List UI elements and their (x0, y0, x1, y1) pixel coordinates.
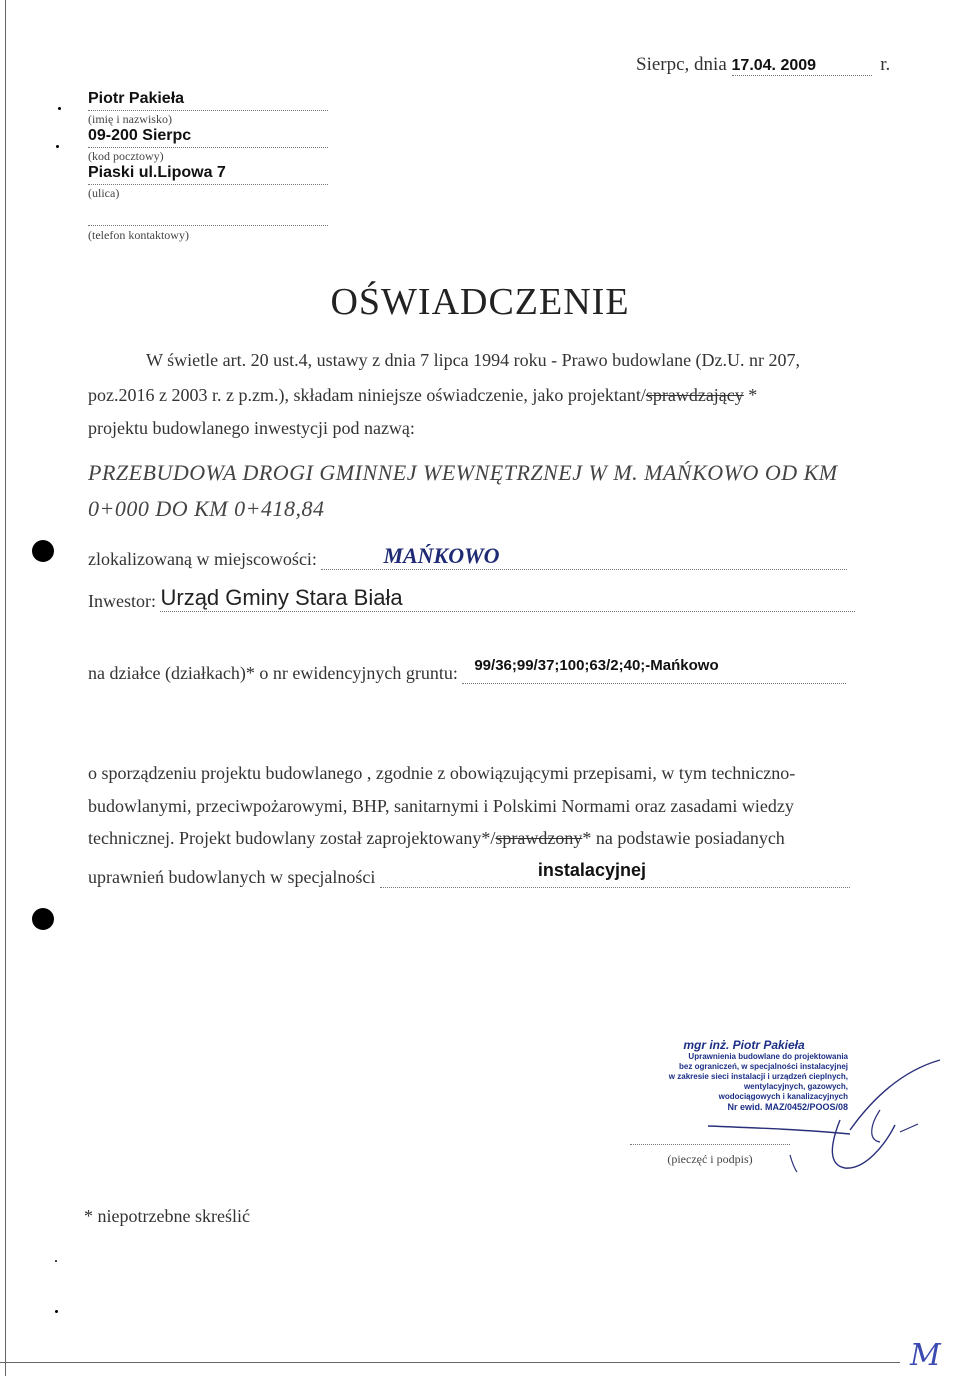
author-street: Piaski ul.Lipowa 7 (88, 164, 328, 185)
specialty-label: uprawnień budowlanych w specjalności (88, 867, 376, 887)
date-suffix: r. (880, 54, 891, 75)
intro-line-1: W świetle art. 20 ust.4, ustawy z dnia 7 lipca 1994 roku - Prawo budowlane (Dz.U. nr 207, (146, 350, 801, 370)
intro-line-3: projektu budowlanego inwestycji pod nazwą: (88, 418, 415, 438)
parcels-value: 99/36;99/37;100;63/2;40;-Mańkowo (474, 657, 719, 674)
date-value: 17.04. 2009 (732, 57, 872, 76)
footnote: * niepotrzebne skreślić (84, 1206, 250, 1226)
stamp-line-2: Uprawnienia budowlane do projektowania (688, 1052, 848, 1061)
statement-line-3-text: technicznej. Projekt budowlany został zaprojektowany*/ (88, 828, 496, 848)
specialty-value: instalacyjnej (537, 860, 646, 880)
statement-line-3 (88, 828, 785, 849)
signature-caption: (pieczęć i podpis) (667, 1152, 753, 1166)
date-prefix: Sierpc, dnia (636, 54, 727, 75)
project-name-line-2: 0+000 DO KM 0+418,84 (88, 496, 325, 521)
stamp-line-5: wentylacyjnych, gazowych, (743, 1082, 848, 1091)
statement-line-2: budowlanymi, przeciwpożarowymi, BHP, sanitarnymi i Polskimi Normami oraz zasadami wiedzy (88, 796, 794, 816)
intro-line-2-text: poz.2016 z 2003 r. z p.zm.), składam niniejsze oświadczenie, jako projektant/ (88, 385, 646, 405)
stamp-line-3: bez ograniczeń, w specjalności instalacyjnej (679, 1062, 848, 1071)
specialty-field (380, 860, 850, 888)
parcels-field (462, 657, 846, 684)
document-title: OŚWIADCZENIE (330, 281, 630, 323)
scan-speck (56, 145, 59, 148)
author-postal-label: (kod pocztowy) (88, 149, 164, 163)
author-street-label: (ulica) (88, 186, 120, 200)
specialty-row (88, 860, 868, 888)
author-phone (88, 207, 328, 226)
stamp-name: mgr inż. Piotr Pakieła (683, 1038, 805, 1052)
investor-label: Inwestor: (88, 591, 156, 611)
location-value: MAŃKOWO (383, 543, 500, 568)
statement-struck-word: sprawdzony (495, 828, 583, 848)
scan-speck (58, 107, 61, 110)
author-postal: 09-200 Sierpc (88, 127, 328, 148)
author-name-label: (imię i nazwisko) (88, 112, 172, 126)
project-name-line-1: PRZEBUDOWA DROGI GMINNEJ WEWNĘTRZNEJ W M. MAŃKOWO OD KM (88, 460, 838, 485)
investor-value: Urząd Gminy Stara Biała (160, 585, 403, 610)
author-block (88, 90, 328, 243)
intro-line-2 (88, 385, 757, 406)
author-name: Piotr Pakieła (88, 90, 328, 111)
author-phone-label: (telefon kontaktowy) (88, 228, 189, 242)
stamp-line-7: Nr ewid. MAZ/0452/POOS/08 (727, 1102, 848, 1112)
binder-hole-top (32, 540, 54, 562)
scan-speck (55, 1310, 58, 1313)
intro-asterisk: * (743, 385, 758, 405)
statement-line-3-rest: * na podstawie posiadanych (582, 828, 785, 848)
scan-speck (55, 1260, 57, 1262)
stamp-line-6: wodociągowych i kanalizacyjnych (718, 1092, 848, 1101)
parcels-row (88, 657, 874, 684)
location-row (88, 543, 866, 570)
binder-hole-bottom (32, 908, 54, 930)
parcels-label: na działce (działkach)* o nr ewidencyjnych gruntu: (88, 663, 458, 683)
location-label: zlokalizowaną w miejscowości: (88, 549, 317, 569)
investor-row (88, 585, 866, 612)
date-line (636, 54, 890, 76)
stamp-line-4: w zakresie sieci instalacji i urządzeń cieplnych, (668, 1072, 848, 1081)
page-mark: M (910, 1338, 941, 1373)
investor-field (160, 585, 855, 612)
signature-line (630, 1143, 790, 1145)
statement-line-1: o sporządzeniu projektu budowlanego , zgodnie z obowiązującymi przepisami, w tym techniczno- (88, 763, 796, 783)
bottom-edge-line (0, 1362, 900, 1363)
intro-struck-word: sprawdzający (645, 385, 744, 405)
location-field (321, 543, 847, 570)
left-edge-line (5, 0, 6, 1376)
